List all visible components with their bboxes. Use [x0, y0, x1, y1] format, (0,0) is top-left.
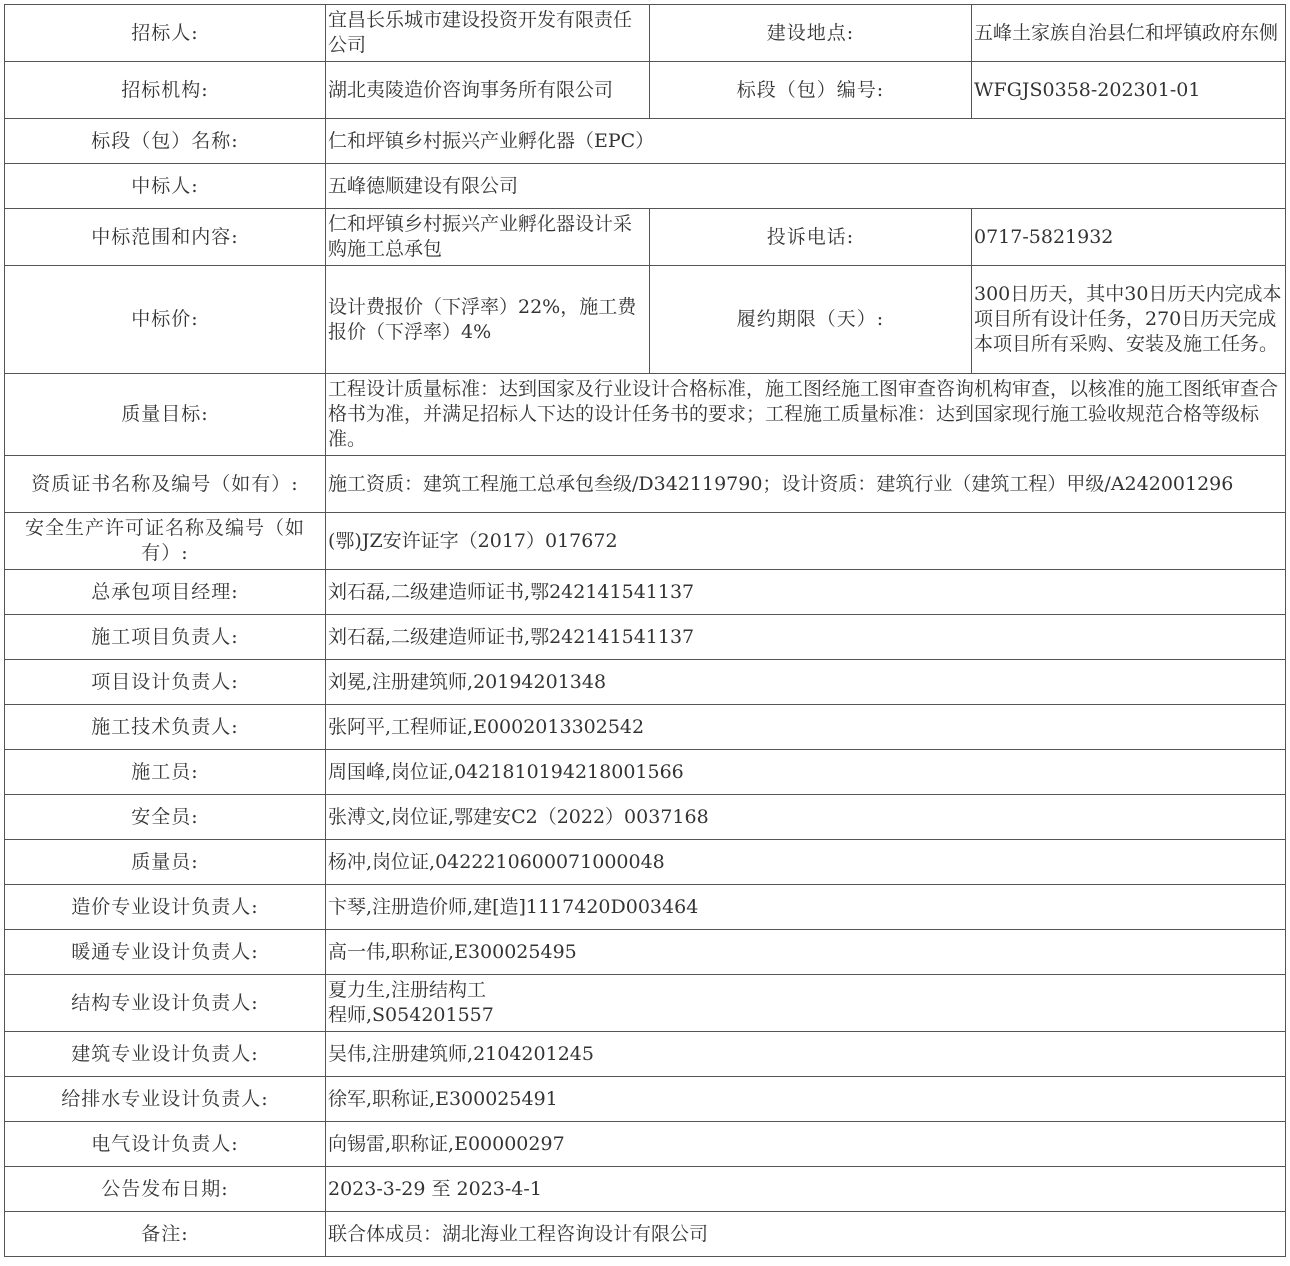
winner-value: 五峰德顺建设有限公司: [326, 164, 1286, 209]
general-pm-value: 刘石磊,二级建造师证书,鄂242141541137: [326, 570, 1286, 615]
hvac-design-lead-label: 暖通专业设计负责人:: [5, 930, 326, 975]
structural-design-lead-label: 结构专业设计负责人:: [5, 975, 326, 1032]
remarks-value: 联合体成员：湖北海业工程咨询设计有限公司: [326, 1212, 1286, 1257]
agency-label: 招标机构:: [5, 62, 326, 119]
table-row: [5, 975, 1286, 1032]
design-lead-label: 项目设计负责人:: [5, 660, 326, 705]
scope-value: 仁和坪镇乡村振兴产业孵化器设计采购施工总承包: [326, 209, 650, 266]
award-notice-table: [4, 4, 1286, 1257]
tenderer-label: 招标人:: [5, 5, 326, 62]
table-row: [5, 62, 1286, 119]
bid-price-value: 设计费报价（下浮率）22%，施工费报价（下浮率）4%: [326, 266, 650, 374]
plumbing-design-lead-label: 给排水专业设计负责人:: [5, 1077, 326, 1122]
quality-officer-value: 杨冲,岗位证,0422210600071000048: [326, 840, 1286, 885]
table-row: [5, 1167, 1286, 1212]
complaint-phone-value: 0717-5821932: [972, 209, 1286, 266]
hvac-design-lead-value: 高一伟,职称证,E300025495: [326, 930, 1286, 975]
table-row: [5, 5, 1286, 62]
term-label: 履约期限（天）:: [650, 266, 972, 374]
table-row: [5, 1077, 1286, 1122]
safety-officer-label: 安全员:: [5, 795, 326, 840]
qualification-value: 施工资质：建筑工程施工总承包叁级/D342119790；设计资质：建筑行业（建筑工程）甲级/A242001296: [326, 456, 1286, 513]
constructor-value: 周国峰,岗位证,0421810194218001566: [326, 750, 1286, 795]
complaint-phone-label: 投诉电话:: [650, 209, 972, 266]
publish-date-label: 公告发布日期:: [5, 1167, 326, 1212]
tenderer-value: 宜昌长乐城市建设投资开发有限责任公司: [326, 5, 650, 62]
structural-design-lead-line-2: 程师,S054201557: [328, 1004, 494, 1026]
location-label: 建设地点:: [650, 5, 972, 62]
design-lead-value: 刘冕,注册建筑师,20194201348: [326, 660, 1286, 705]
structural-design-lead-value: [326, 975, 1286, 1032]
term-value: 300日历天，其中30日历天内完成本项目所有设计任务，270日历天完成本项目所有采购、安装及施工任务。: [972, 266, 1286, 374]
cost-design-lead-label: 造价专业设计负责人:: [5, 885, 326, 930]
section-name-label: 标段（包）名称:: [5, 119, 326, 164]
table-row: [5, 1032, 1286, 1077]
plumbing-design-lead-value: 徐军,职称证,E300025491: [326, 1077, 1286, 1122]
table-row: [5, 513, 1286, 570]
constructor-label: 施工员:: [5, 750, 326, 795]
winner-label: 中标人:: [5, 164, 326, 209]
bid-price-label: 中标价:: [5, 266, 326, 374]
table-row: [5, 1212, 1286, 1257]
table-row: [5, 570, 1286, 615]
construction-lead-value: 刘石磊,二级建造师证书,鄂242141541137: [326, 615, 1286, 660]
table-row: [5, 885, 1286, 930]
safety-license-value: (鄂)JZ安许证字（2017）017672: [326, 513, 1286, 570]
table-row: [5, 705, 1286, 750]
publish-date-value: 2023-3-29 至 2023-4-1: [326, 1167, 1286, 1212]
table-row: [5, 164, 1286, 209]
electrical-design-lead-value: 向锡雷,职称证,E00000297: [326, 1122, 1286, 1167]
quality-officer-label: 质量员:: [5, 840, 326, 885]
agency-value: 湖北夷陵造价咨询事务所有限公司: [326, 62, 650, 119]
location-value: 五峰土家族自治县仁和坪镇政府东侧: [972, 5, 1286, 62]
table-row: [5, 1122, 1286, 1167]
section-number-label: 标段（包）编号:: [650, 62, 972, 119]
quality-target-label: 质量目标:: [5, 374, 326, 456]
section-name-value: 仁和坪镇乡村振兴产业孵化器（EPC）: [326, 119, 1286, 164]
qualification-label: 资质证书名称及编号（如有）:: [5, 456, 326, 513]
table-row: [5, 374, 1286, 456]
electrical-design-lead-label: 电气设计负责人:: [5, 1122, 326, 1167]
table-row: [5, 795, 1286, 840]
technical-lead-label: 施工技术负责人:: [5, 705, 326, 750]
architecture-design-lead-label: 建筑专业设计负责人:: [5, 1032, 326, 1077]
architecture-design-lead-value: 吴伟,注册建筑师,2104201245: [326, 1032, 1286, 1077]
scope-label: 中标范围和内容:: [5, 209, 326, 266]
remarks-label: 备注:: [5, 1212, 326, 1257]
cost-design-lead-value: 卞琴,注册造价师,建[造]1117420D003464: [326, 885, 1286, 930]
table-row: [5, 930, 1286, 975]
construction-lead-label: 施工项目负责人:: [5, 615, 326, 660]
table-row: [5, 209, 1286, 266]
table-row: [5, 750, 1286, 795]
general-pm-label: 总承包项目经理:: [5, 570, 326, 615]
technical-lead-value: 张阿平,工程师证,E0002013302542: [326, 705, 1286, 750]
table-row: [5, 456, 1286, 513]
table-row: [5, 615, 1286, 660]
structural-design-lead-line-1: 夏力生,注册结构工: [328, 979, 487, 1001]
table-row: [5, 840, 1286, 885]
safety-officer-value: 张溥文,岗位证,鄂建安C2（2022）0037168: [326, 795, 1286, 840]
table-row: [5, 266, 1286, 374]
quality-target-value: 工程设计质量标准：达到国家及行业设计合格标准，施工图经施工图审查咨询机构审查，以核准的施工图纸审查合格书为准，并满足招标人下达的设计任务书的要求；工程施工质量标准：达到国家现行施工验收规范合格等级标准。: [326, 374, 1286, 456]
section-number-value: WFGJS0358-202301-01: [972, 62, 1286, 119]
table-row: [5, 119, 1286, 164]
safety-license-label: 安全生产许可证名称及编号（如有）:: [5, 513, 326, 570]
table-row: [5, 660, 1286, 705]
